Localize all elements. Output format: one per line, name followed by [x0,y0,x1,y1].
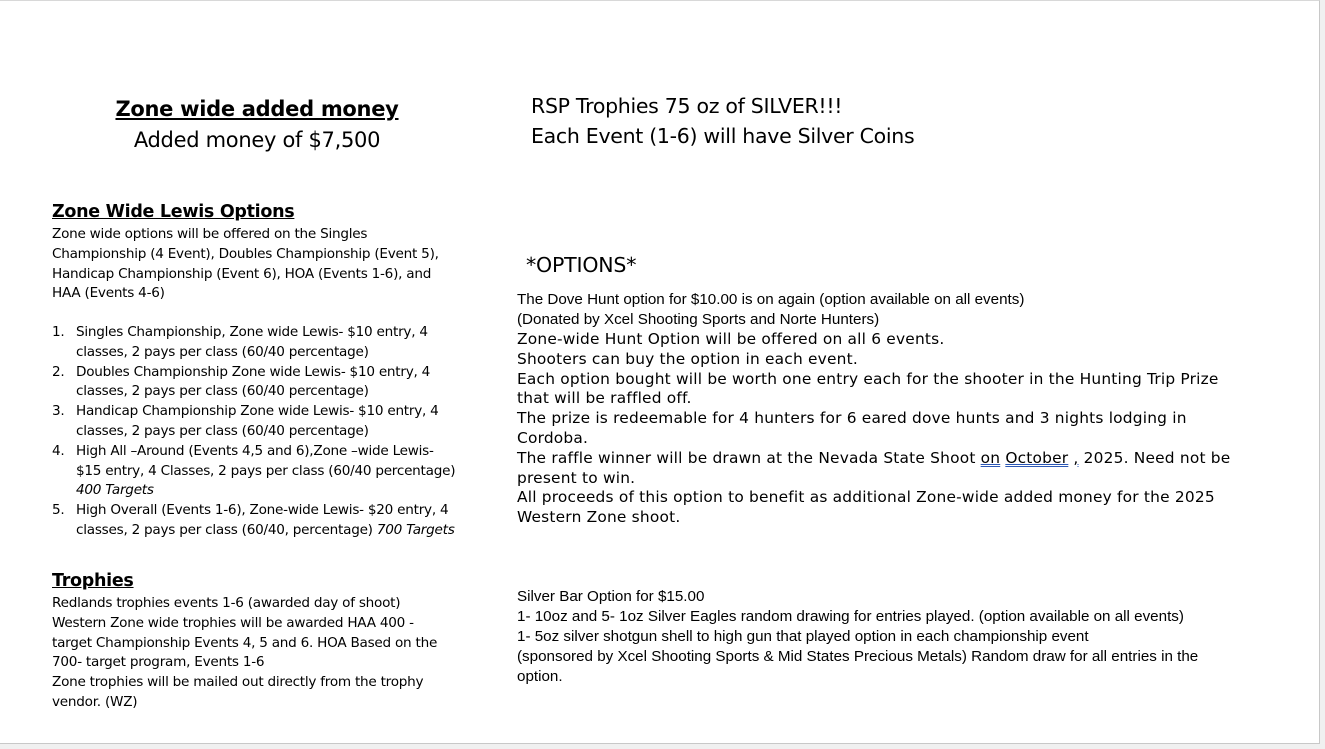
list-item [52,323,462,363]
lewis-intro-line: Championship (4 Event), Doubles Championship (Event 5), [52,245,439,262]
dove-body-line: Zone-wide Hunt Option will be offered on all 6 events. [517,330,945,348]
trophies-line: target Championship Events 4, 5 and 6. HOA Based on the [52,634,438,651]
list-item [52,501,462,541]
list-item-line: High Overall (Events 1-6), Zone-wide Lewis- $20 entry, 4 [76,502,449,519]
dove-tail-line: All proceeds of this option to benefit as additional Zone-wide added money for the 2025 [517,488,1215,507]
dove-body-line: The prize is redeemable for 4 hunters for 6 eared dove hunts and 3 nights lodging in [517,409,1187,428]
list-item-line: Singles Championship, Zone wide Lewis- $10 entry, 4 [76,324,428,340]
lewis-options-heading: Zone Wide Lewis Options [52,202,295,222]
dove-body-line: that will be raffled off. [517,389,692,408]
added-money-amount: Added money of $7,500 [133,128,381,152]
list-number: 1. [52,324,65,340]
silver-bar-option-section [517,587,1287,687]
zone-added-money-title: Zone wide added money [115,97,399,121]
dove-body-line: Cordoba. [517,428,589,447]
lewis-intro-line: HAA (Events 4-6) [52,285,165,302]
trophies-line: Redlands trophies events 1-6 (awarded day of shoot) [52,595,401,611]
silver-line: Silver Bar Option for $15.00 [517,588,705,605]
grammar-flag-october: October [1005,448,1069,467]
list-item [52,442,462,501]
trophies-paragraph [52,594,462,713]
list-item-text: classes, 2 pays per class (60/40, percentage) [76,521,377,538]
dove-hunt-option-section [517,290,1287,528]
list-item-line [76,521,462,541]
dove-tail-line: present to win. [517,468,636,487]
dove-sponsor-line: (Donated by Xcel Shooting Sports and Norte Hunters) [517,311,880,328]
raffle-text: 2025. Need not be [1078,448,1231,467]
list-item-line: classes, 2 pays per class (60/40 percentage) [76,383,369,400]
targets-note: 400 Targets [76,482,154,499]
dove-body-line: Shooters can buy the option in each event. [517,349,858,368]
raffle-line [517,449,1287,469]
list-item [52,363,462,403]
list-number: 2. [52,363,65,380]
trophies-line: Zone trophies will be mailed out directly from the trophy [52,674,424,691]
raffle-text: The raffle winner will be drawn at the Nevada State Shoot [517,448,981,467]
list-item-line: classes, 2 pays per class (60/40 percentage) [76,343,369,360]
list-item-line: High All –Around (Events 4,5 and 6),Zone –wide Lewis- [76,442,434,459]
silver-coins-line: Each Event (1-6) will have Silver Coins [531,124,915,148]
list-item-line: $15 entry, 4 Classes, 2 pays per class (60/40 percentage) [76,462,456,479]
list-item-line: Handicap Championship Zone wide Lewis- $10 entry, 4 [76,403,439,420]
grammar-flag-comma: , [1073,448,1079,467]
rsp-trophies-line: RSP Trophies 75 oz of SILVER!!! [531,94,843,118]
list-number: 4. [52,442,65,459]
lewis-intro-paragraph [52,225,462,304]
trophies-heading: Trophies [52,571,134,591]
list-item-line: Doubles Championship Zone wide Lewis- $10 entry, 4 [76,363,431,380]
trophies-line: Western Zone wide trophies will be awarded HAA 400 - [52,614,414,631]
list-number: 5. [52,502,65,519]
trophies-line: vendor. (WZ) [52,693,138,710]
silver-line: option. [517,668,563,685]
silver-line: 1- 5oz silver shotgun shell to high gun that played option in each championship event [517,628,1089,645]
dove-tail-line: Western Zone shoot. [517,508,681,527]
lewis-intro-line: Handicap Championship (Event 6), HOA (Events 1-6), and [52,265,432,282]
dove-body-line: Each option bought will be worth one entry each for the shooter in the Hunting Trip Prize [517,369,1219,388]
options-title: *OPTIONS* [526,253,637,277]
list-item-line: classes, 2 pays per class (60/40 percentage) [76,422,369,439]
list-number: 3. [52,403,65,420]
silver-line: 1- 10oz and 5- 1oz Silver Eagles random drawing for entries played. (option available on all events) [517,608,1184,625]
grammar-flag-on: on [980,448,1001,467]
lewis-options-list [52,323,462,541]
lewis-intro-line: Zone wide options will be offered on the Singles [52,226,368,242]
list-item [52,402,462,442]
silver-line: (sponsored by Xcel Shooting Sports & Mid States Precious Metals) Random draw for all entries in the [517,648,1199,665]
targets-note: 700 Targets [376,521,455,538]
dove-price-line: The Dove Hunt option for $10.00 is on again (option available on all events) [517,291,1025,308]
trophies-line: 700- target program, Events 1-6 [52,654,265,671]
